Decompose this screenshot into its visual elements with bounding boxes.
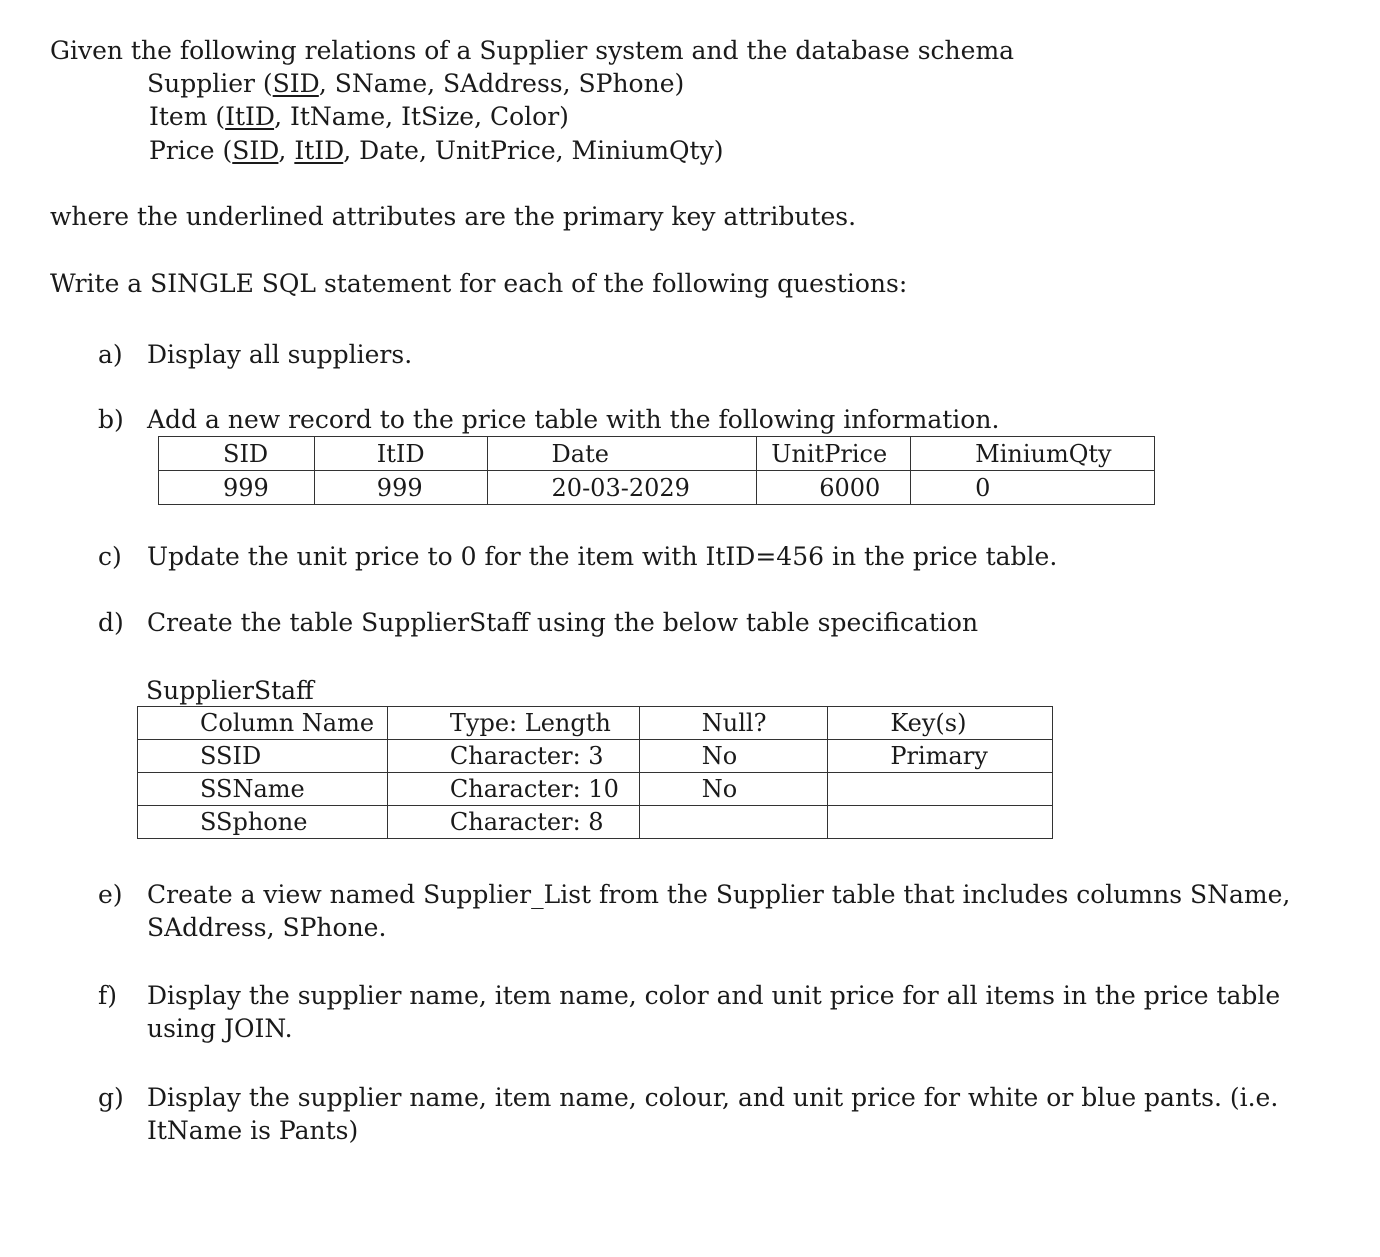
cell-type-length: Character: 3 xyxy=(387,740,639,773)
schema-supplier-key: SID xyxy=(272,69,319,98)
question-e-line1: Create a view named Supplier_List from the Supplier table that includes columns SName, xyxy=(147,880,1291,909)
header-itid: ItID xyxy=(314,437,487,471)
schema-price-key-2: ItID xyxy=(294,136,344,165)
cell-type-length: Character: 8 xyxy=(387,806,639,839)
schema-price-key-1: SID xyxy=(232,136,279,165)
question-f-label: f) xyxy=(98,981,118,1010)
intro-line: Given the following relations of a Supplier system and the database schema xyxy=(50,36,1015,65)
instruction: Write a SINGLE SQL statement for each of the following questions: xyxy=(50,269,908,298)
question-g-label: g) xyxy=(98,1083,124,1112)
cell-null xyxy=(639,806,828,839)
header-null: Null? xyxy=(639,707,828,740)
table-row xyxy=(138,806,1053,839)
schema-item xyxy=(149,102,569,132)
question-c-text: Update the unit price to 0 for the item with ItID=456 in the price table. xyxy=(147,542,1058,571)
price-record-table xyxy=(158,436,1155,505)
question-e-line2: SAddress, SPhone. xyxy=(147,913,387,942)
table-title: SupplierStaff xyxy=(146,676,314,705)
cell-keys xyxy=(828,773,1053,806)
schema-price-attrs: , Date, UnitPrice, MiniumQty) xyxy=(343,136,724,165)
schema-price-sep: , xyxy=(278,136,295,165)
header-column-name: Column Name xyxy=(138,707,388,740)
question-f-line2: using JOIN. xyxy=(147,1014,293,1043)
question-g-line2: ItName is Pants) xyxy=(147,1116,359,1145)
schema-item-attrs: , ItName, ItSize, Color) xyxy=(274,102,569,131)
header-unitprice: UnitPrice xyxy=(757,437,911,471)
question-g-line1: Display the supplier name, item name, colour, and unit price for white or blue pants. (i.e. xyxy=(147,1083,1279,1112)
cell-miniumqty: 0 xyxy=(911,471,1155,505)
cell-column-name: SSphone xyxy=(138,806,388,839)
cell-unitprice: 6000 xyxy=(757,471,911,505)
question-a-text: Display all suppliers. xyxy=(147,340,413,369)
cell-keys xyxy=(828,806,1053,839)
cell-type-length: Character: 10 xyxy=(387,773,639,806)
schema-price xyxy=(149,136,723,166)
table-row xyxy=(159,437,1155,471)
question-c-label: c) xyxy=(98,542,122,571)
header-type-length: Type: Length xyxy=(387,707,639,740)
question-f-line1: Display the supplier name, item name, color and unit price for all items in the price table xyxy=(147,981,1281,1010)
question-d-text: Create the table SupplierStaff using the below table specification xyxy=(147,608,979,637)
question-a-label: a) xyxy=(98,340,123,369)
schema-supplier-name: Supplier ( xyxy=(147,69,273,98)
cell-keys: Primary xyxy=(828,740,1053,773)
cell-sid: 999 xyxy=(159,471,315,505)
schema-item-name: Item ( xyxy=(149,102,226,131)
supplier-staff-table xyxy=(137,706,1053,839)
cell-null: No xyxy=(639,773,828,806)
question-b-text: Add a new record to the price table with the following information. xyxy=(147,405,1000,434)
question-b-label: b) xyxy=(98,405,124,434)
header-miniumqty: MiniumQty xyxy=(911,437,1155,471)
schema-supplier-attrs: , SName, SAddress, SPhone) xyxy=(318,69,685,98)
header-keys: Key(s) xyxy=(828,707,1053,740)
header-date: Date xyxy=(487,437,757,471)
cell-column-name: SSName xyxy=(138,773,388,806)
key-note: where the underlined attributes are the primary key attributes. xyxy=(50,202,857,231)
cell-itid: 999 xyxy=(314,471,487,505)
question-e-label: e) xyxy=(98,880,123,909)
schema-price-name: Price ( xyxy=(149,136,233,165)
schema-item-key: ItID xyxy=(225,102,275,131)
question-d-label: d) xyxy=(98,608,124,637)
table-row xyxy=(138,773,1053,806)
cell-column-name: SSID xyxy=(138,740,388,773)
header-sid: SID xyxy=(159,437,315,471)
table-row xyxy=(138,707,1053,740)
cell-date: 20-03-2029 xyxy=(487,471,757,505)
table-row xyxy=(138,740,1053,773)
schema-supplier xyxy=(147,69,684,99)
cell-null: No xyxy=(639,740,828,773)
table-row xyxy=(159,471,1155,505)
